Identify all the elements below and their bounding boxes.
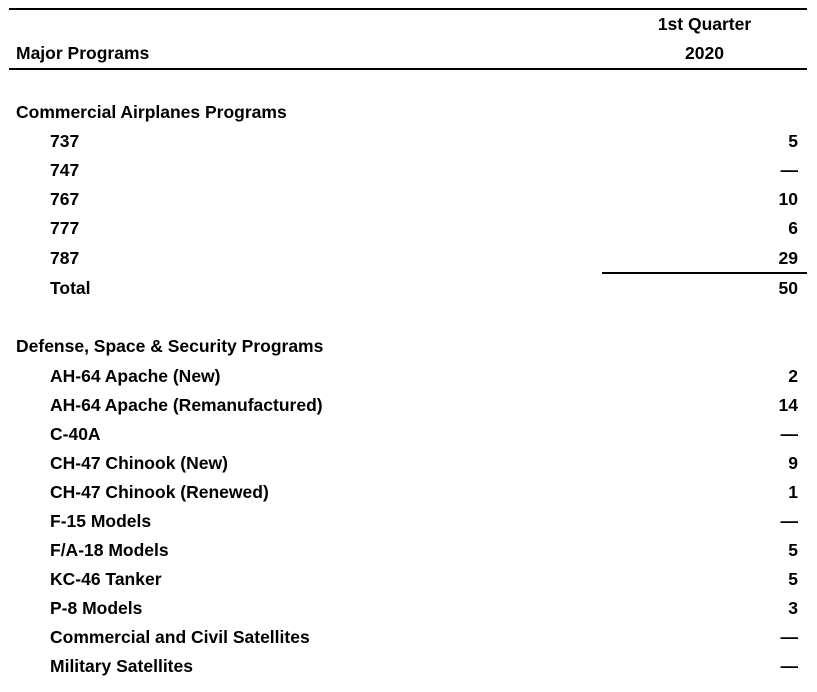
table-row (0, 127, 817, 156)
table-row (0, 185, 817, 214)
program-label: 767 (50, 189, 80, 209)
section-title: Defense, Space & Security Programs (16, 336, 324, 356)
program-label: AH-64 Apache (New) (50, 366, 221, 386)
program-label: KC-46 Tanker (50, 569, 162, 589)
year-header: 2020 (685, 43, 724, 63)
total-value: 50 (778, 278, 798, 298)
table-row (0, 536, 817, 565)
program-label: C-40A (50, 424, 101, 444)
program-label: F/A-18 Models (50, 540, 169, 560)
table-row (0, 652, 817, 681)
total-row (0, 274, 817, 303)
program-value: — (780, 627, 798, 647)
program-value: 14 (778, 395, 798, 415)
table-row (0, 449, 817, 478)
program-value: 5 (788, 569, 798, 589)
table-row (0, 478, 817, 507)
program-value: 5 (788, 540, 798, 560)
section-defense (0, 332, 817, 361)
table-row (0, 391, 817, 420)
program-label: CH-47 Chinook (Renewed) (50, 482, 269, 502)
header-bottom-rule (9, 68, 807, 70)
program-label: AH-64 Apache (Remanufactured) (50, 395, 323, 415)
program-label: Commercial and Civil Satellites (50, 627, 310, 647)
program-value: 1 (788, 482, 798, 502)
table-row (0, 623, 817, 652)
program-label: Military Satellites (50, 656, 193, 676)
program-value: 2 (788, 366, 798, 386)
table-top-rule (9, 8, 807, 10)
program-label: P-8 Models (50, 598, 143, 618)
section-title: Commercial Airplanes Programs (16, 102, 287, 122)
program-label: 787 (50, 248, 80, 268)
program-label: 747 (50, 160, 80, 180)
table-row (0, 214, 817, 243)
program-label: 777 (50, 218, 80, 238)
program-value: 29 (778, 248, 798, 268)
table-row (0, 507, 817, 536)
column-header-programs: Major Programs (16, 43, 150, 63)
program-value: 9 (788, 453, 798, 473)
table-row (0, 362, 817, 391)
table-row (0, 156, 817, 185)
program-value: 6 (788, 218, 798, 238)
table-row (0, 565, 817, 594)
program-value: — (780, 160, 798, 180)
table-row (0, 244, 817, 273)
table-row (0, 594, 817, 623)
program-label: CH-47 Chinook (New) (50, 453, 228, 473)
program-value: — (780, 424, 798, 444)
program-value: 5 (788, 131, 798, 151)
program-value: — (780, 656, 798, 676)
program-value: 3 (788, 598, 798, 618)
table-row (0, 420, 817, 449)
total-label: Total (50, 278, 91, 298)
section-commercial (0, 98, 817, 127)
program-value: — (780, 511, 798, 531)
period-header: 1st Quarter (657, 14, 752, 34)
program-label: 737 (50, 131, 80, 151)
program-label: F-15 Models (50, 511, 152, 531)
program-value: 10 (778, 189, 798, 209)
